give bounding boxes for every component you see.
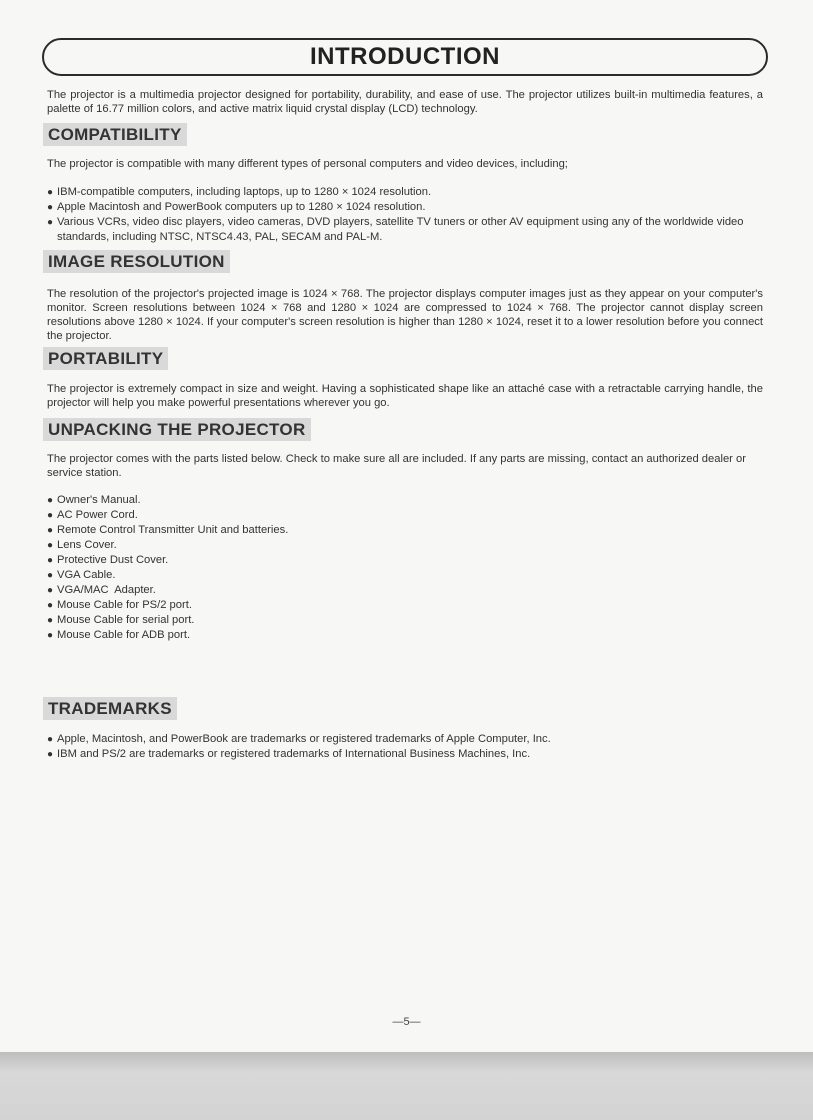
list-item: ● IBM-compatible computers, including laptops, up to 1280 × 1024 resolution. (47, 186, 432, 198)
bullet-icon: ● (47, 585, 54, 596)
list-item: ● IBM and PS/2 are trademarks or registered trademarks of International Business Machines, Inc. (47, 748, 531, 760)
trademarks-list (47, 732, 763, 762)
bullet-icon: ● (47, 555, 54, 566)
list-item: ● Lens Cover. (47, 539, 117, 551)
list-item: ● Mouse Cable for serial port. (47, 614, 195, 626)
list-item: ● Apple Macintosh and PowerBook computers up to 1280 × 1024 resolution. (47, 201, 426, 213)
list-item: ● Protective Dust Cover. (47, 554, 169, 566)
portability-heading: PORTABILITY (43, 347, 168, 370)
list-item: ● Various VCRs, video disc players, video cameras, DVD players, satellite TV tuners or other AV equipment using any of the worldwide video standards, including NTSC, NTSC4.43, PAL, SECAM and PAL-M. (47, 216, 744, 243)
compatibility-list (47, 185, 763, 244)
bullet-icon: ● (47, 495, 54, 506)
bullet-icon: ● (47, 749, 54, 760)
unpacking-list (47, 493, 763, 643)
list-item: ● VGA/MAC Adapter. (47, 584, 156, 596)
list-item: ● Owner's Manual. (47, 494, 141, 506)
list-item: ● Mouse Cable for PS/2 port. (47, 599, 192, 611)
bullet-icon: ● (47, 510, 54, 521)
image-resolution-paragraph: The resolution of the projector's projected image is 1024 × 768. The projector displays computer images just as they appear on your computer's monitor. Screen resolutions between 1024 × 768 and 1280 × 1024 are compressed to 1024 × 768. The projector cannot display screen resolutions above 1280 × 1024. If your computer's screen resolution is higher than 1280 × 1024, reset it to a lower resolution before you connect the projector. (47, 288, 763, 342)
bullet-icon: ● (47, 600, 54, 611)
page-title: INTRODUCTION (310, 43, 500, 70)
portability-paragraph: The projector is extremely compact in size and weight. Having a sophisticated shape like an attaché case with a retractable carrying handle, the projector will help you make powerful presentations wherever you go. (47, 383, 763, 409)
list-item: ● AC Power Cord. (47, 509, 138, 521)
list-item: ● Mouse Cable for ADB port. (47, 629, 191, 641)
unpacking-paragraph: The projector comes with the parts listed below. Check to make sure all are included. If any parts are missing, contact an authorized dealer or service station. (47, 453, 746, 479)
bullet-icon: ● (47, 187, 54, 198)
list-item: ● VGA Cable. (47, 569, 116, 581)
bullet-icon: ● (47, 615, 54, 626)
image-resolution-heading: IMAGE RESOLUTION (43, 250, 230, 273)
bullet-icon: ● (47, 202, 54, 213)
compatibility-lead: The projector is compatible with many different types of personal computers and video devices, including; (47, 158, 568, 170)
bullet-icon: ● (47, 217, 54, 228)
bullet-icon: ● (47, 734, 54, 745)
list-item: ● Remote Control Transmitter Unit and batteries. (47, 524, 289, 536)
page-title-box (42, 38, 768, 76)
trademarks-heading: TRADEMARKS (43, 697, 177, 720)
bullet-icon: ● (47, 570, 54, 581)
unpacking-heading: UNPACKING THE PROJECTOR (43, 418, 311, 441)
scan-background (0, 1052, 813, 1120)
bullet-icon: ● (47, 630, 54, 641)
page-number: —5— (392, 1016, 421, 1028)
bullet-icon: ● (47, 540, 54, 551)
bullet-icon: ● (47, 525, 54, 536)
compatibility-heading: COMPATIBILITY (43, 123, 187, 146)
intro-paragraph: The projector is a multimedia projector designed for portability, durability, and ease of use. The projector utilizes built-in multimedia features, a palette of 16.77 million colors, and active matrix liquid crystal display (LCD) technology. (47, 89, 763, 115)
list-item: ● Apple, Macintosh, and PowerBook are trademarks or registered trademarks of Apple Computer, Inc. (47, 733, 551, 745)
